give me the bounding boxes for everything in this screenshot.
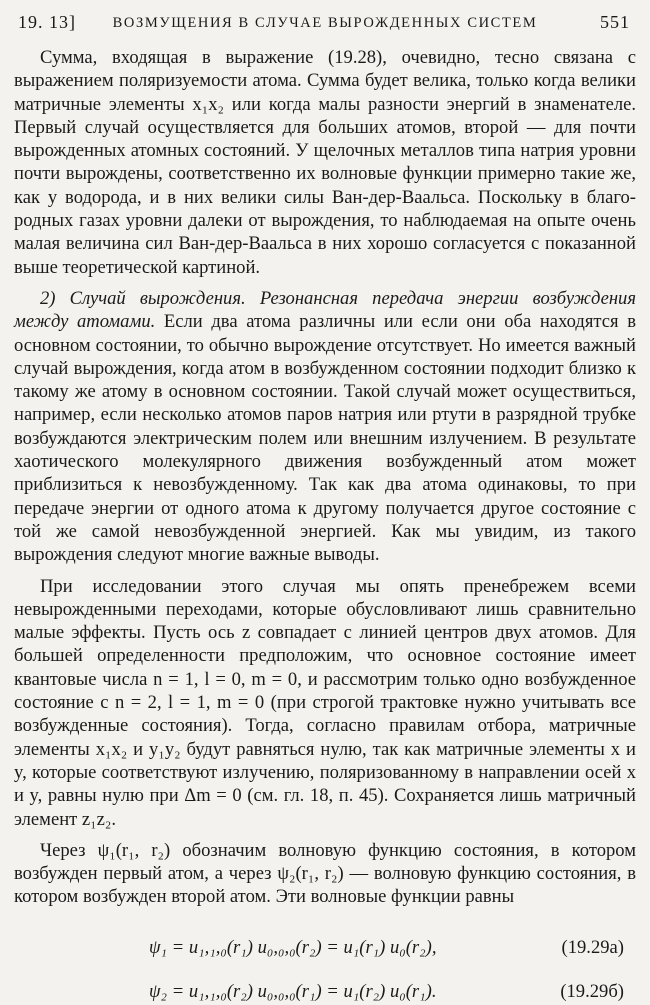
- paragraph-1: Сумма, входящая в выражение (19.28), очевидно, тесно связана с выражением поляризуемости атома. Сумма будет велика, только когда велики матричные элементы x₁x₂ или когда малы разности энергий в знаменателе. Первый случай осуществляется для больших атомов, второй — для почти вырожденных атомных состояний. У щелочных металлов типа натрия уровни почти вырождены, соответственно их волновые функции примерно такие же, как у водорода, и в них велики силы Ван-дер-Ваальса. Поскольку в благородных газах уровни далеки от вырождения, то наблюдаемая на опыте очень малая величина сил Ван-дер-Ваальса в них хорошо согласуется с показанной выше теоретической картиной.: [14, 47, 636, 278]
- section-number: 19. 13]: [18, 12, 76, 32]
- running-title: ВОЗМУЩЕНИЯ В СЛУЧАЕ ВЫРОЖДЕННЫХ СИСТЕМ: [112, 15, 538, 31]
- paragraph-2: [14, 287, 636, 567]
- equation-19-29b: [14, 981, 636, 1005]
- running-header: [14, 10, 636, 40]
- equation-formula: ψ₂ = u₁,₁,₀(r₂) u₀,₀,₀(r₁) = u₁(r₂) u₀(r₁).: [149, 980, 437, 1002]
- equation-19-29a: [14, 937, 636, 961]
- equations: [14, 937, 636, 1005]
- page-body: [14, 46, 636, 909]
- equation-formula: ψ₁ = u₁,₁,₀(r₁) u₀,₀,₀(r₂) = u₁(r₁) u₀(r₂),: [149, 936, 437, 958]
- case-heading: 2) Случай вырождения. Резонансная передача энергии возбуждения между атомами.: [14, 287, 636, 333]
- paragraph-2-text: Если два атома различны или если они оба находятся в основном состоянии, то обычно вырождение отсутствует. Но имеется важный случай вырождения, когда атом в возбужденном состоянии подходит близко к такому же атому в основном состоянии. Такой случай может осуществиться, например, если несколько атомов паров натрия или ртути в разрядной трубке возбуждаются электрическим полем или внешним излучением. В результате хаотического молекулярного движения возбужденный атом может приблизиться к невозбужденному. Так как два атома одинаковы, то при передаче энергии от одного атома к другому получается другое состояние с той же самой невозбужденной энергией. Как мы увидим, из такого вырождения следуют многие важные выводы.: [14, 311, 636, 566]
- paragraph-4: Через ψ₁(r₁, r₂) обозначим волновую функцию состояния, в котором возбужден первый атом, а через ψ₂(r₁, r₂) — волновую функцию состояния, в котором возбужден второй атом. Эти волновые функции равны: [14, 839, 636, 908]
- equation-number: (19.29а): [561, 936, 624, 958]
- paragraph-3: При исследовании этого случая мы опять пренебрежем всеми невырожденными переходами, которые обусловливают лишь сравнительно малые эффекты. Пусть ось z совпадает с линией центров двух атомов. Для большей определенности предположим, что основное состояние имеет квантовые числа n = 1, l = 0, m = 0, и рассмотрим только одно возбужденное состояние с n = 2, l = 1, m = 0 (при строгой трактовке нужно учитывать все возбужденные состояния). Тогда, согласно правилам отбора, матричные элементы x₁x₂ и y₁y₂ будут равняться нулю, так как матричные элементы x и y, которые соответствуют излучению, поляризованному в направлении осей x и y, равны нулю при Δm = 0 (см. гл. 18, п. 45). Сохраняется лишь матричный элемент z₁z₂.: [14, 575, 636, 830]
- page-number: 551: [600, 12, 630, 32]
- equation-number: (19.29б): [560, 980, 624, 1002]
